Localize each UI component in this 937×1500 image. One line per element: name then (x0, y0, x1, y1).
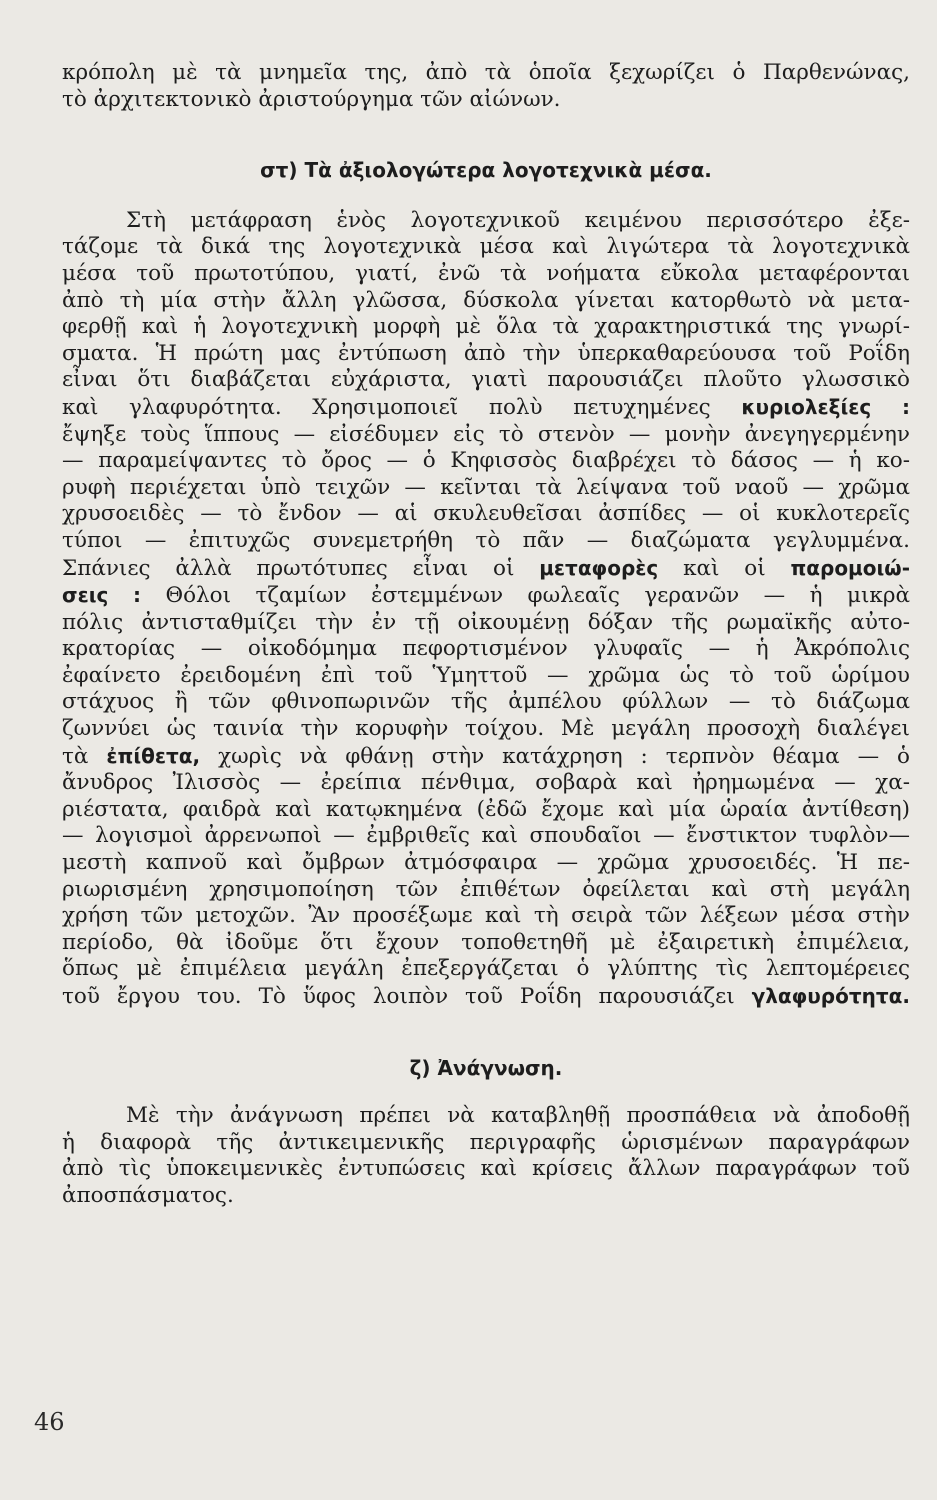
text-line: ζωννύει ὡς ταινία τὴν κορυφὴν τοίχου. Μὲ μεγάλη προσοχὴ διαλέγει (62, 716, 910, 742)
text-line: χρήση τῶν μετοχῶν. Ἂν προσέξωμε καὶ τὴ σειρὰ τῶν λέξεων μέσα στὴν (62, 903, 910, 929)
text-line (62, 582, 910, 610)
text-line: ριέστατα, φαιδρὰ καὶ κατῳκημένα (ἐδῶ ἔχομε καὶ μία ὡραία ἀντίθεση) (62, 796, 910, 822)
text-fragment: Σπάνιες ἀλλὰ πρωτότυπες εἶναι οἱ (62, 555, 515, 581)
text-line: — λογισμοὶ ἀρρενωποὶ — ἐμβριθεῖς καὶ σπουδαῖοι — ἔνστικτον τυφλὸν— (62, 823, 910, 849)
opening-paragraph (62, 60, 910, 113)
page-number: 46 (34, 1408, 65, 1436)
term-metafores: μεταφορὲς (539, 555, 659, 580)
text-line: Στὴ μετάφραση ἑνὸς λογοτεχνικοῦ κειμένου περισσότερο ἐξε- (126, 207, 910, 233)
text-line: ἐφαίνετο ἐρειδομένη ἐπὶ τοῦ Ὑμηττοῦ — χρῶμα ὡς τὸ τοῦ ὡρίμου (62, 662, 910, 688)
text-line: ἀπὸ τὴ μία στὴν ἄλλη γλῶσσα, δύσκολα γίνεται κατορθωτὸ νὰ μετα- (62, 287, 910, 313)
term-epitheta: ἐπίθετα, (106, 743, 201, 768)
text-line: κρατορίας — οἰκοδόμημα πεφορτισμένον γλυφαῖς — ἡ Ἀκρόπολις (62, 636, 910, 662)
text-line: — παραμείψαντες τὸ ὄρος — ὁ Κηφισσὸς διαβρέχει τὸ δάσος — ἡ κο- (62, 448, 910, 474)
text-fragment: τὰ (62, 743, 89, 769)
text-fragment: καὶ οἱ (683, 555, 766, 581)
text-line: εἶναι ὅτι διαβάζεται εὐχάριστα, γιατὶ παρουσιάζει πλοῦτο γλωσσικὸ (62, 367, 910, 393)
text-line: ἀποσπάσματος. (62, 1182, 234, 1208)
text-line: σματα. Ἡ πρώτη μας ἐντύπωση ἀπὸ τὴν ὑπερκαθαρεύουσα τοῦ Ροΐδη (62, 340, 910, 366)
text-fragment: Θόλοι τζαμίων ἐστεμμένων φωλεαῖς γερανῶν — ἡ μικρὰ (165, 583, 910, 609)
section-heading-st: στ) Τὰ ἀξιολογώτερα λογοτεχνικὰ μέσα. (260, 158, 712, 183)
text-line: ἔψηξε τοὺς ἵππους — εἰσέδυμεν εἰς τὸ στενὸν — μονὴν ἀνεγηγερμένην (62, 421, 910, 447)
term-kyriolexies: κυριολεξίες : (741, 394, 910, 419)
text-line: στάχυος ἢ τῶν φθινοπωρινῶν τῆς ἀμπέλου φύλλων — τὸ διάζωμα (62, 689, 910, 715)
text-line: κρόπολη μὲ τὰ μνημεῖα της, ἀπὸ τὰ ὁποῖα ξεχωρίζει ὁ Παρθενώνας, (62, 60, 910, 85)
text-line (62, 983, 910, 1011)
text-line (62, 555, 910, 583)
term-glafyrotita: γλαφυρότητα. (751, 984, 910, 1008)
text-line: ρυφὴ περιέχεται ὑπὸ τειχῶν — κεῖνται τὰ λείψανα τοῦ ναοῦ — χρῶμα (62, 474, 910, 500)
text-line: ἄνυδρος Ἰλισσὸς — ἐρείπια πένθιμα, σοβαρὰ καὶ ἠρημωμένα — χα- (62, 770, 910, 796)
term-paromoioseis-end: σεις : (62, 583, 141, 608)
section-heading-z: ζ) Ἀνάγνωση. (409, 1055, 563, 1080)
text-line: τύποι — ἐπιτυχῶς συνεμετρήθη τὸ πᾶν — διαζώματα γεγλυμμένα. (62, 527, 910, 553)
text-line: τὸ ἀρχιτεκτονικὸ ἀριστούργημα τῶν αἰώνων. (62, 86, 561, 112)
text-line: χρυσοειδὲς — τὸ ἔνδον — αἱ σκυλευθεῖσαι ἀσπίδες — οἱ κυκλοτερεῖς (62, 501, 910, 527)
paragraph-literary-means (62, 208, 910, 1011)
page-text (62, 60, 910, 1210)
text-line: τάζομε τὰ δικά της λογοτεχνικὰ μέσα καὶ λιγώτερα τὰ λογοτεχνικὰ (62, 234, 910, 260)
text-fragment: καὶ γλαφυρότητα. Χρησιμοποιεῖ πολὺ πετυχημένες (62, 394, 711, 420)
text-line: ἡ διαφορὰ τῆς ἀντικειμενικῆς περιγραφῆς ὡρισμένων παραγράφων (62, 1129, 910, 1155)
text-line: πόλις ἀντισταθμίζει τὴν ἐν τῇ οἰκουμένῃ δόξαν τῆς ρωμαϊκῆς αὐτο- (62, 609, 910, 635)
text-fragment: χωρὶς νὰ φθάνῃ στὴν κατάχρηση : τερπνὸν θέαμα — ὁ (218, 743, 910, 769)
text-line: ὅπως μὲ ἐπιμέλεια μεγάλη ἐπεξεργάζεται ὁ γλύπτης τὶς λεπτομέρειες (62, 956, 910, 982)
text-line (62, 743, 910, 771)
paragraph-reading (62, 1103, 910, 1209)
term-paromoioseis: παρομοιώ- (790, 555, 910, 580)
text-line: Μὲ τὴν ἀνάγνωση πρέπει νὰ καταβληθῇ προσπάθεια νὰ ἀποδοθῇ (126, 1103, 910, 1129)
text-line: ἀπὸ τὶς ὑποκειμενικὲς ἐντυπώσεις καὶ κρίσεις ἄλλων παραγράφων τοῦ (62, 1156, 910, 1182)
text-line: ριωρισμένη χρησιμοποίηση τῶν ἐπιθέτων ὀφείλεται καὶ στὴ μεγάλη (62, 876, 910, 902)
text-fragment: τοῦ ἔργου του. Τὸ ὕφος λοιπὸν τοῦ Ροΐδη παρουσιάζει (62, 984, 735, 1009)
text-line: μεστὴ καπνοῦ καὶ ὄμβρων ἀτμόσφαιρα — χρῶμα χρυσοειδές. Ἡ πε- (62, 850, 910, 876)
text-line (62, 394, 910, 422)
text-line: περίοδο, θὰ ἰδοῦμε ὅτι ἔχουν τοποθετηθῆ μὲ ἐξαιρετικὴ ἐπιμέλεια, (62, 929, 910, 955)
text-line: μέσα τοῦ πρωτοτύπου, γιατί, ἐνῶ τὰ νοήματα εὔκολα μεταφέρονται (62, 260, 910, 286)
text-line: φερθῇ καὶ ἡ λογοτεχνικὴ μορφὴ μὲ ὅλα τὰ χαρακτηριστικά της γνωρί- (62, 314, 910, 340)
